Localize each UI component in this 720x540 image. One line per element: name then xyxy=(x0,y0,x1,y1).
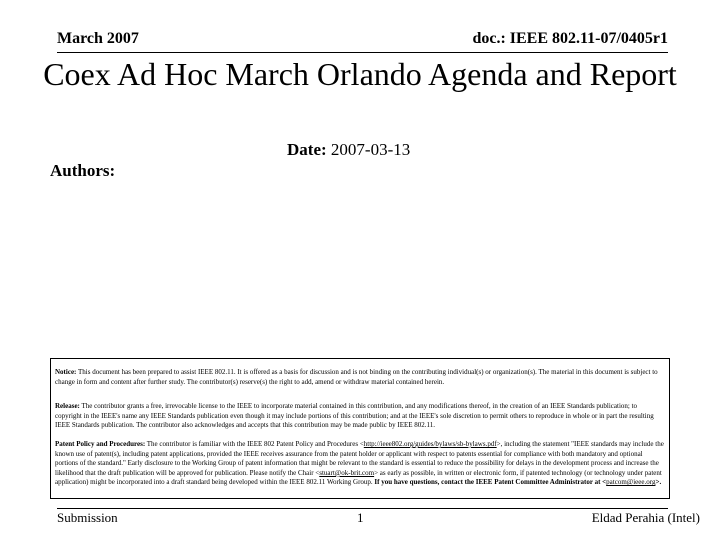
release-label: Release: xyxy=(55,402,80,410)
release-paragraph xyxy=(55,402,665,431)
date-label: Date: xyxy=(287,140,327,159)
footer-divider xyxy=(57,508,668,509)
patent-contact-end: >. xyxy=(655,478,662,487)
header-doc-id: doc.: IEEE 802.11-07/0405r1 xyxy=(472,30,668,47)
header-divider xyxy=(57,52,668,53)
patent-contact-text: If you have questions, contact the IEEE Patent Committee Administrator at < xyxy=(374,478,607,487)
notice-label: Notice: xyxy=(55,368,77,376)
patent-paragraph xyxy=(55,440,665,488)
date-line xyxy=(287,140,410,160)
patent-label: Patent Policy and Procedures: xyxy=(55,440,146,448)
release-text: The contributor grants a free, irrevocable license to the IEEE to incorporate material contained in this contribution, and any modifications thereof, in the creation of an IEEE Standards publication; to copyright in the IEEE's name any IEEE Standards publication even though it may include portions of this contribution; and at the IEEE's sole discretion to permit others to reproduce in whole or in part the resulting IEEE Standards publication. The contributor also acknowledges and accepts that this contribution may be made public by IEEE 802.11. xyxy=(55,402,654,430)
footer-author: Eldad Perahia (Intel) xyxy=(591,510,700,525)
chair-email-link[interactable]: stuart@ok-brit.com xyxy=(319,468,375,477)
patent-text-3: > as early as possible, in written or electronic form, if patented technology (or technology under patent application) might be incorporated into a draft standard being developed within the IEEE 802.11 Working Group. xyxy=(55,468,662,487)
date-value: 2007-03-13 xyxy=(326,140,411,159)
notice-text: This document has been prepared to assist IEEE 802.11. It is offered as a basis for discussion and is not binding on the contributing individual(s) or organization(s). The material in this document is subject to change in form and content after further study. The contributor(s) reserve(s) the right to add, amend or withdraw material contained herein. xyxy=(55,368,658,386)
patcom-email-link[interactable]: patcom@ieee.org xyxy=(606,478,656,487)
header-date: March 2007 xyxy=(57,30,139,47)
notice-paragraph xyxy=(55,368,665,387)
patent-text-1: The contributor is familiar with the IEEE 802 Patent Policy and Procedures < xyxy=(145,440,364,448)
patent-text-2: >, including the statement "IEEE standards may include the known use of patent(s), including patent applications, provided the IEEE receives assurance from the patent holder or applicant with respect to patents essential for compliance with both mandatory and optional portions of the standard." Early disclosure to the Working Group of patent information that might be relevant to the standard is essential to reduce the possibility for delays in the development process and increase the likelihood that the draft publication will be approved for publication. Please notify the Chair < xyxy=(55,440,664,477)
slide-title: Coex Ad Hoc March Orlando Agenda and Report xyxy=(43,56,677,92)
authors-label: Authors: xyxy=(50,161,116,180)
page-number: 1 xyxy=(357,510,364,525)
bylaws-link[interactable]: http://ieee802.org/guides/bylaws/sb-bylaws.pdf xyxy=(363,440,497,448)
footer-submission: Submission xyxy=(57,510,118,525)
